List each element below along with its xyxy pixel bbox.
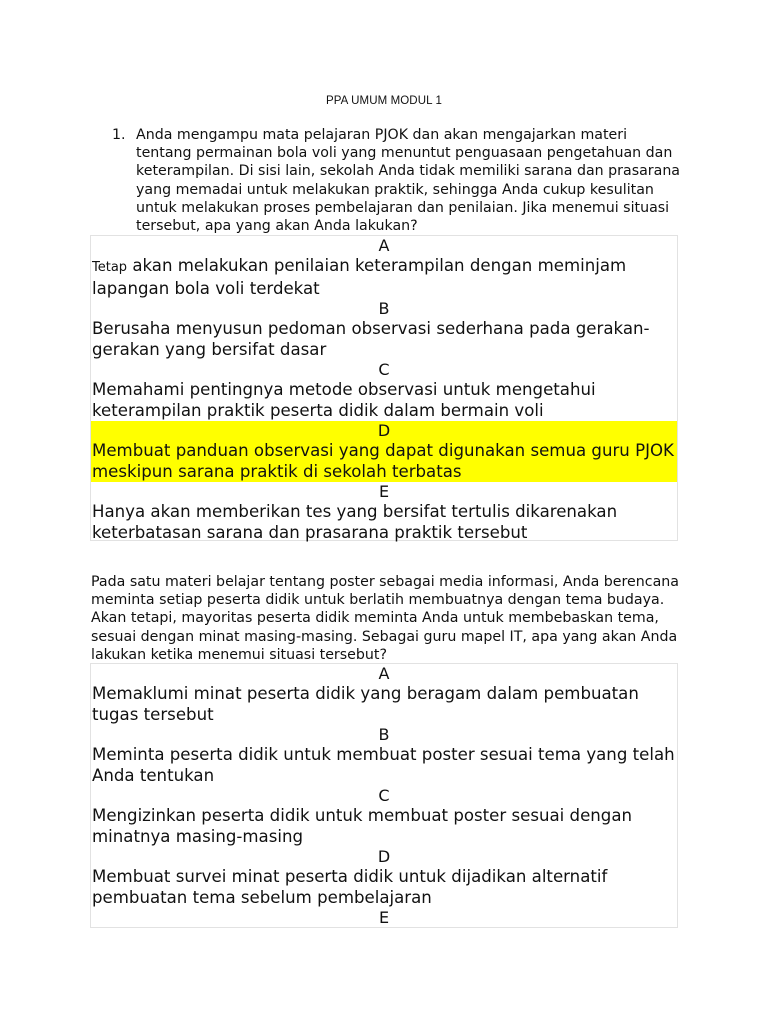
option-text: [91, 256, 677, 299]
option-letter: E: [378, 908, 390, 927]
question-1-options: [90, 235, 678, 541]
option-letter: C: [378, 786, 390, 805]
question-number: 1.: [112, 127, 126, 143]
option-b: [91, 725, 677, 786]
option-e: [91, 482, 677, 543]
option-c: [91, 786, 677, 847]
option-letter: E: [378, 482, 390, 501]
option-text: Membuat survei minat peserta didik untuk dijadikan alternatif pembuatan tema sebelum pembelajaran: [92, 867, 608, 907]
option-e: [91, 908, 677, 928]
option-text: Mengizinkan peserta didik untuk membuat poster sesuai dengan minatnya masing-masing: [92, 806, 633, 846]
question-1: [112, 126, 682, 235]
option-letter: A: [378, 236, 390, 255]
option-text: Membuat panduan observasi yang dapat digunakan semua guru PJOK meskipun sarana praktik di sekolah terbatas: [92, 441, 674, 481]
option-text: Memahami pentingnya metode observasi untuk mengetahui keterampilan praktik peserta didik dalam bermain voli: [92, 380, 596, 420]
option-text: Hanya akan memberikan tes yang bersifat tertulis dikarenakan keterbatasan sarana dan prasarana praktik tersebut: [92, 502, 618, 542]
question-2-options: [90, 663, 678, 928]
option-b: [91, 299, 677, 360]
option-letter: B: [378, 725, 390, 744]
document-title: PPA UMUM MODUL 1: [326, 95, 442, 107]
option-letter: D: [377, 421, 391, 440]
option-c: [91, 360, 677, 421]
option-letter: A: [378, 664, 390, 683]
question-text: Anda mengampu mata pelajaran PJOK dan akan mengajarkan materi tentang permainan bola voli yang menuntut penguasaan pengetahuan dan keterampilan. Di sisi lain, sekolah Anda tidak memiliki sarana dan prasarana yang memadai untuk melakukan praktik, sehingga Anda cukup kesulitan untuk melakukan proses pembelajaran dan penilaian. Jika menemui situasi tersebut, apa yang akan Anda lakukan?: [136, 127, 681, 235]
option-d: [91, 847, 677, 908]
option-lead-word: Tetap: [92, 260, 128, 275]
option-a: [91, 664, 677, 725]
option-text: Berusaha menyusun pedoman observasi sederhana pada gerakan-gerakan yang bersifat dasar: [92, 319, 650, 359]
option-letter: C: [378, 360, 390, 379]
option-letter: D: [377, 847, 391, 866]
option-letter: B: [378, 299, 390, 318]
option-text: Memaklumi minat peserta didik yang beragam dalam pembuatan tugas tersebut: [92, 684, 639, 724]
question-2-text: Pada satu materi belajar tentang poster sebagai media informasi, Anda berencana meminta setiap peserta didik untuk berlatih membuatnya dengan tema budaya. Akan tetapi, mayoritas peserta didik meminta Anda untuk membebaskan tema, sesuai dengan minat masing-masing. Sebagai guru mapel IT, apa yang akan Anda lakukan ketika menemui situasi tersebut?: [91, 574, 679, 663]
option-a: [91, 236, 677, 299]
option-text-rest: akan melakukan penilaian keterampilan dengan meminjam lapangan bola voli terdekat: [92, 256, 627, 298]
option-text: Meminta peserta didik untuk membuat poster sesuai tema yang telah Anda tentukan: [92, 745, 675, 785]
option-d-highlighted: [91, 421, 677, 482]
